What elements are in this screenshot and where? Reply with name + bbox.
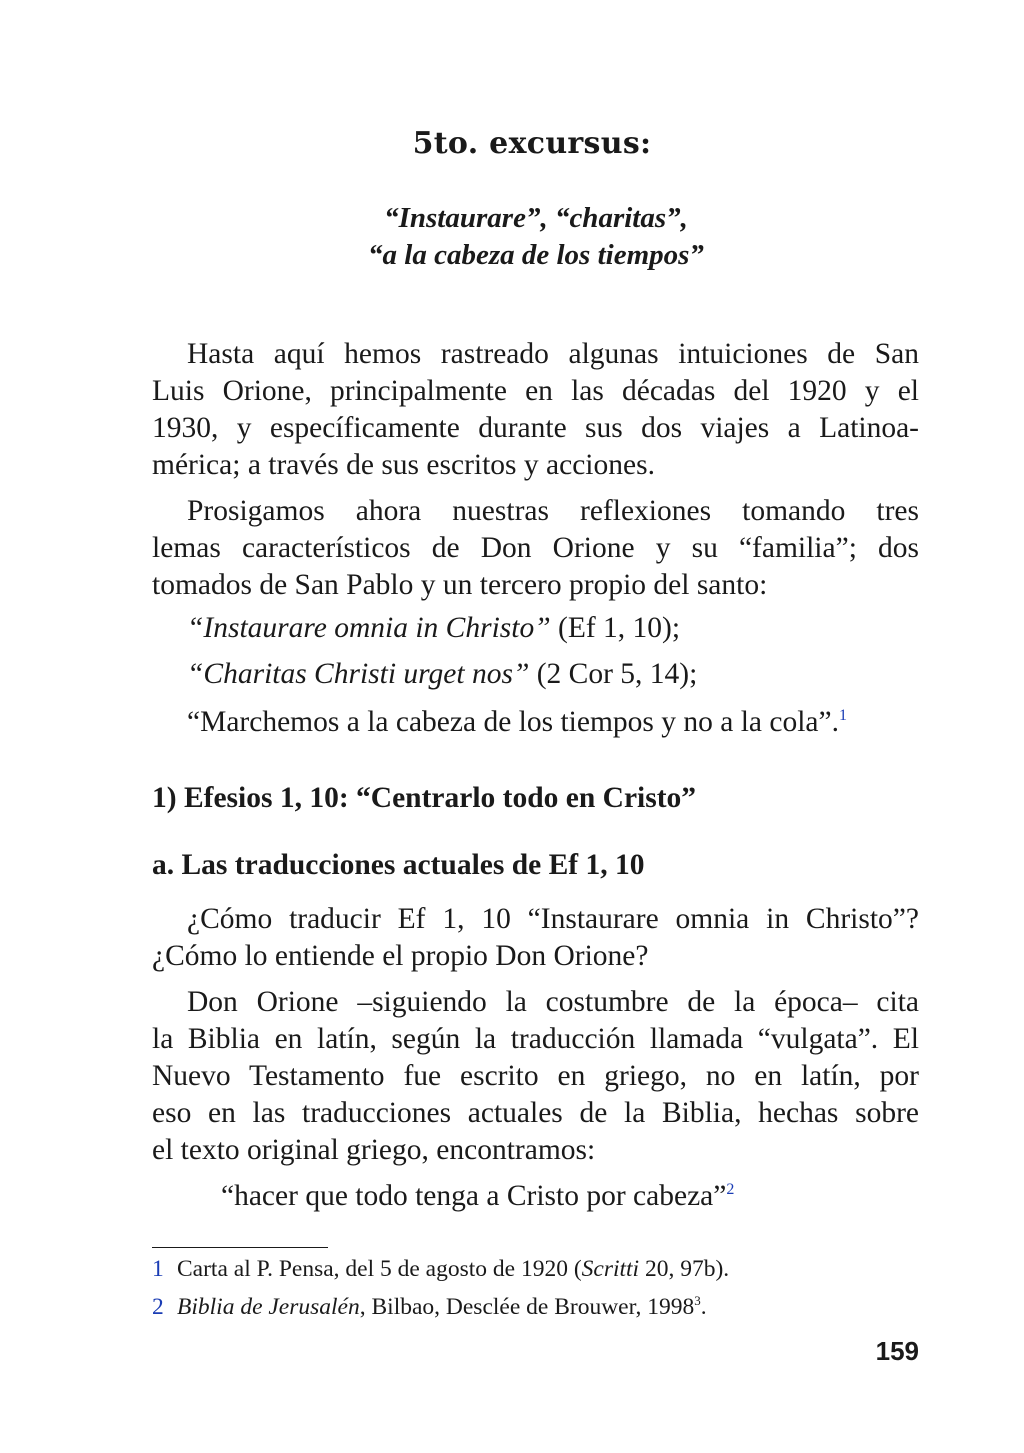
- motto-1-reference: (Ef 1, 10);: [550, 612, 681, 644]
- text-line: Luis Orione, principalmente en las décadas del 1920 y el: [152, 375, 919, 407]
- text-line: lemas característicos de Don Orione y su “familia”; dos: [152, 532, 919, 564]
- motto-3-text: “Marchemos a la cabeza de los tiempos y no a la cola”.: [187, 706, 839, 738]
- page-number: 159: [875, 1336, 919, 1366]
- motto-2-reference: (2 Cor 5, 14);: [529, 658, 698, 690]
- bible-quote-text: “hacer que todo tenga a Cristo por cabeza”: [221, 1180, 727, 1212]
- text-line: mérica; a través de sus escritos y acciones.: [152, 449, 655, 481]
- motto-2-latin: “Charitas Christi urget nos”: [187, 658, 530, 690]
- motto-3: [187, 706, 847, 739]
- paragraph-3: [152, 901, 919, 975]
- text-line: eso en las traducciones actuales de la Biblia, hechas sobre: [152, 1097, 919, 1129]
- text-line: 1930, y específicamente durante sus dos viajes a Latinoa-: [152, 412, 919, 444]
- text-line: ¿Cómo lo entiende el propio Don Orione?: [152, 940, 649, 972]
- footnote-text: Carta al P. Pensa, del 5 de agosto de 1920 (: [177, 1256, 582, 1282]
- text-line: Don Orione –siguiendo la costumbre de la época– cita: [187, 986, 919, 1018]
- motto-1-latin: “Instaurare omnia in Christo”: [187, 612, 551, 644]
- text-line: la Biblia en latín, según la traducción llamada “vulgata”. El: [152, 1023, 919, 1055]
- subtitle-line-2: “a la cabeza de los tiempos”: [368, 239, 704, 271]
- footnote-divider: [152, 1247, 328, 1248]
- footnote-number[interactable]: 2: [152, 1293, 164, 1320]
- bible-quote: [221, 1180, 734, 1213]
- footnote-ref-1[interactable]: 1: [839, 707, 847, 725]
- paragraph-1: [152, 336, 919, 484]
- motto-1: [187, 612, 680, 645]
- text-line: tomados de San Pablo y un tercero propio del santo:: [152, 569, 768, 601]
- footnote-number[interactable]: 1: [152, 1256, 164, 1282]
- text-line: ¿Cómo traducir Ef 1, 10 “Instaurare omnia in Christo”?: [187, 903, 919, 935]
- footnote-2: [152, 1293, 707, 1321]
- motto-2: [187, 658, 697, 691]
- footnote-1: [152, 1256, 729, 1283]
- text-line: Prosigamos ahora nuestras reflexiones tomando tres: [187, 495, 919, 527]
- footnote-italic: Scritti: [581, 1256, 640, 1282]
- paragraph-2: [152, 493, 919, 604]
- footnote-text: .: [700, 1293, 707, 1320]
- text-line: Hasta aquí hemos rastreado algunas intuiciones de San: [187, 338, 919, 370]
- edition-superscript: 3: [694, 1293, 701, 1308]
- footnote-ref-2[interactable]: 2: [726, 1181, 735, 1199]
- text-line: el texto original griego, encontramos:: [152, 1134, 596, 1166]
- footnote-italic: Biblia de Jerusalén: [177, 1293, 360, 1320]
- section-heading: 1) Efesios 1, 10: “Centrarlo todo en Cristo”: [152, 782, 697, 814]
- excursus-subtitle: [0, 200, 1024, 274]
- subsection-heading: a. Las traducciones actuales de Ef 1, 10: [152, 849, 645, 881]
- footnote-text: , Bilbao, Desclée de Brouwer, 1998: [359, 1293, 695, 1320]
- excursus-title: 5to. excursus:: [412, 126, 652, 161]
- paragraph-4: [152, 984, 919, 1169]
- text-line: Nuevo Testamento fue escrito en griego, no en latín, por: [152, 1060, 919, 1092]
- subtitle-line-1: “Instaurare”, “charitas”,: [384, 202, 688, 234]
- footnote-text: 20, 97b).: [639, 1256, 730, 1282]
